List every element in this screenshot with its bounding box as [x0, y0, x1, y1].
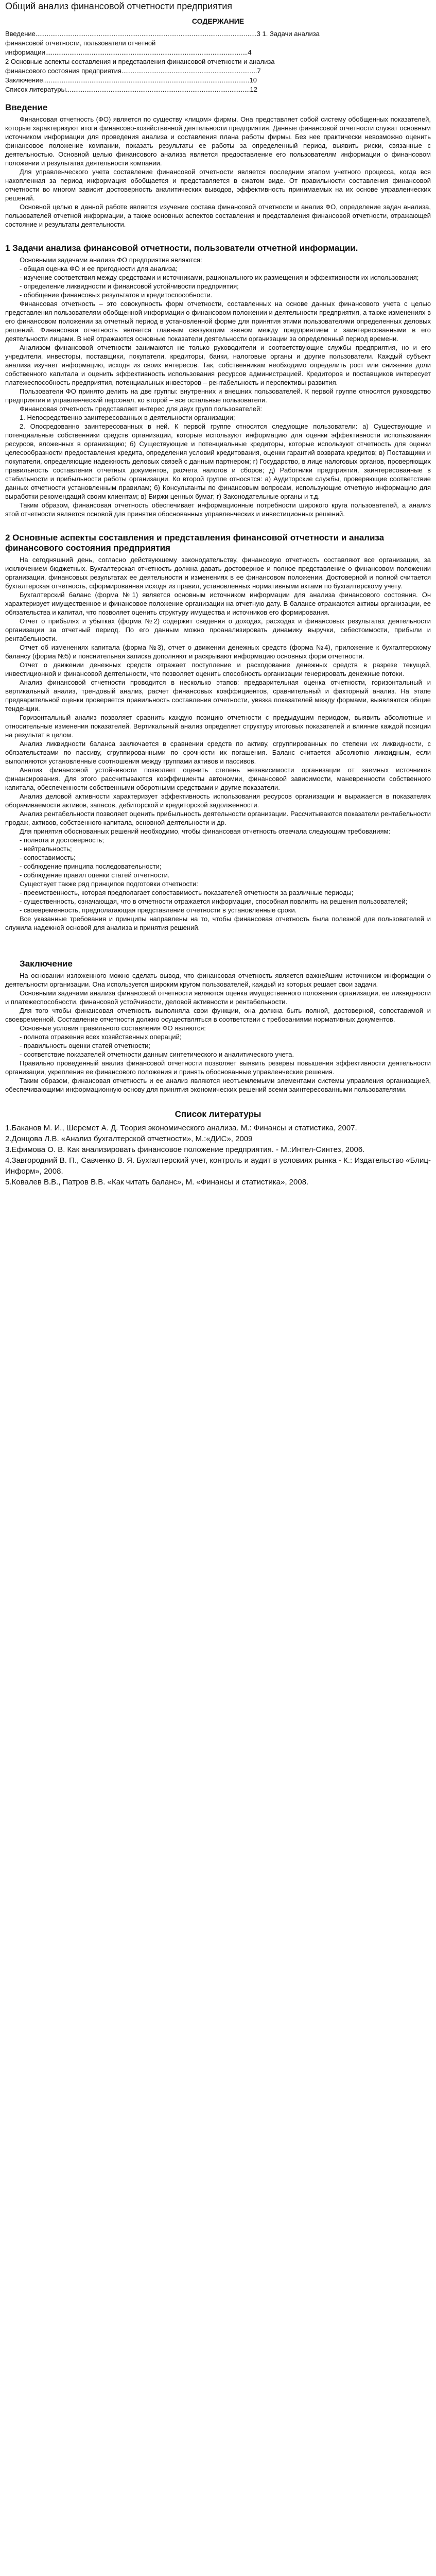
paragraph: - правильность оценки статей отчетности; — [20, 1042, 151, 1049]
reference-item: 3.Ефимова О. В. Как анализировать финансовое положение предприятия. - М.:Интел-Синтез, 2006. — [5, 1145, 365, 1154]
paragraph: Анализ финансовой отчетности проводится в несколько этапов: предварительная оценка отчетности, горизонтальный и вертикальный анализ, трендовый анализ, расчет финансовых коэффициентов, сравнительный и факторный анализ. На этапе предварительной оценки проверяется правильность составления отчетности, увязка показателей между формами, выявляются общие тенденции. — [5, 679, 431, 713]
paragraph: Финансовая отчетность – это совокупность форм отчетности, составленных на основе данных финансового учета с целью представления пользователям обобщенной информации о финансовом положении и деятельности предприятия, а также изменениях в его финансовом положении за отчетный период в установленной форме для принятия этими пользователями определенных деловых решений. Финансовая отчетность является главным связующим звеном между предприятием и заинтересованными в его деятельности лицами. В ней отражаются основные показатели деятельности организации за определенный период времени. — [5, 300, 431, 343]
reference-item: 2.Донцова Л.В. «Анализ бухгалтерской отчетности», М.:«ДИС», 2009 — [5, 1134, 253, 1143]
paragraph: - полнота и достоверность; — [20, 836, 104, 844]
paragraph: - нейтральность; — [20, 845, 72, 853]
paragraph: Основными задачами анализа финансовой отчетности являются оценка имущественного положения организации, ее ликвидности и платежеспособности, финансовой устойчивости, деловой активности и рентабельности. — [5, 989, 431, 1006]
paragraph: Отчет о прибылях и убытках (форма №2) содержит сведения о доходах, расходах и финансовых результатах деятельности организации за отчетный период. По его данным можно проанализировать динамику выручки, себестоимости, прибыли и рентабельности. — [5, 617, 431, 642]
paragraph: - изучение соответствия между средствами и источниками, рационального их размещения и эффективности их использования; — [20, 274, 419, 281]
paragraph: Анализ финансовой устойчивости позволяет оценить степень независимости организации от заемных источников финансирования. Для этого рассчитываются коэффициенты автономии, финансовой зависимости, маневренности собственного капитала, обеспеченности собственными оборотными средствами и другие показатели. — [5, 766, 431, 791]
paragraph: Анализом финансовой отчетности занимаются не только руководители и соответствующие службы предприятия, но и его учредители, инвесторы, поставщики, покупатели, кредиторы, банки, налоговые органы и другие пользователи. Каждый субъект анализа изучает информацию, исходя из своих интересов. Так, собственникам необходимо определить рост или снижение доли собственного капитала и оценить эффективность использования ресурсов администрацией. Кредиторов и поставщиков интересует платежеспособность предприятия, потенциальных инвесторов – рентабельность и перспективы развития. — [5, 344, 431, 386]
toc-line[interactable]: 2 Основные аспекты составления и представления финансовой отчетности и анализа — [5, 58, 275, 65]
toc-line[interactable]: Заключение...............................................................................................................10 — [5, 76, 257, 84]
paragraph: - сопоставимость; — [20, 854, 76, 861]
toc-heading: СОДЕРЖАНИЕ — [191, 17, 245, 25]
paragraph: - определение ликвидности и финансовой устойчивости предприятия; — [20, 282, 239, 290]
section-concl — [5, 932, 431, 1094]
toc-line[interactable]: информации.............................................................................................................4 — [5, 48, 252, 56]
reference-item: 5.Ковалев В.В., Патров В.В. «Как читать баланс», М. «Финансы и статистика», 2008. — [5, 1178, 309, 1187]
section-heading: 2 Основные аспекты составления и представления финансовой отчетности и анализа финансового состояния предприятия — [5, 533, 385, 553]
section-intro — [5, 94, 431, 229]
paragraph: - существенность, означающая, что в отчетности отражается информация, способная повлиять на решения пользователей; — [20, 897, 408, 905]
paragraph: Анализ деловой активности характеризует эффективность использования ресурсов организации и выражается в показателях оборачиваемости активов, запасов, дебиторской и кредиторской задолженности. — [5, 792, 431, 809]
paragraph: Анализ рентабельности позволяет оценить прибыльность деятельности организации. Рассчитываются показатели рентабельности продаж, активов, собственного капитала, основной деятельности и др. — [5, 810, 431, 826]
paragraph: Для принятия обоснованных решений необходимо, чтобы финансовая отчетность отвечала следующим требованиям: — [20, 827, 391, 835]
paragraph: Отчет о движении денежных средств отражает поступление и расходование денежных средств в разрезе текущей, инвестиционной и финансовой деятельности, что позволяет оценить способность организации генерировать денежные потоки. — [5, 661, 431, 677]
reference-item: 1.Баканов М. И., Шеремет А. Д. Теория экономического анализа. М.: Финансы и статистика, 2007. — [5, 1124, 357, 1132]
paragraph: Основные условия правильного составления ФО являются: — [20, 1024, 206, 1032]
paragraph: Основной целью в данной работе является изучение состава финансовой отчетности и анализ ФО, определение задач анализа, пользователей отчетной информации, а также основных аспектов составления и представления финансовой отчетности, отражающей состояние и результаты деятельности. — [5, 203, 431, 228]
paragraph: Для того чтобы финансовая отчетность выполняла свои функции, она должна быть полной, достоверной, сопоставимой и своевременной. Составление отчетности должно осуществляться в соответствии с требованиями нормативных документов. — [5, 1007, 431, 1023]
paragraph: Горизонтальный анализ позволяет сравнить каждую позицию отчетности с предыдущим периодом, выявить абсолютные и относительные изменения показателей. Вертикальный анализ определяет структуру итоговых показателей и влияние каждой позиции на результат в целом. — [5, 714, 431, 739]
paragraph: Пользователи ФО принято делить на две группы: внутренних и внешних пользователей. К первой группе относятся руководство предприятия и управленческий персонал, ко второй – все остальные пользователи. — [5, 387, 431, 404]
references-list — [5, 1123, 431, 1188]
paragraph: - соответствие показателей отчетности данным синтетического и аналитического учета. — [20, 1050, 294, 1058]
paragraph: Финансовая отчетность представляет интерес для двух групп пользователей: — [20, 405, 262, 413]
page-title: Общий анализ финансовой отчетности предприятия — [5, 1, 233, 11]
paragraph: 2. Опосредованно заинтересованных в ней. К первой группе относятся следующие пользователи: а) Существующие и потенциальные собственники средств организации, которые используют информацию для оценки эффективности использования ресурсов, вложенных в организацию; б) Существующие и потенциальные кредиторы, которые используют отчетность для оценки целесообразности предоставления кредита, определения условий кредитования, оценки гарантий возврата кредитов; в) Поставщики и покупатели, определяющие надежность деловых связей с данным партнером; г) Государство, в лице налоговых органов, проверяющих правильность составления отчетных документов, расчета налогов и сборов; д) Работники предприятия, заинтересованные в стабильности и прибыльности работы организации. Ко второй группе относятся: а) Аудиторские службы, проверяющие соответствие данных отчетности установленным правилам; б) Консультанты по финансовым вопросам, использующие отчетную информацию для выработки рекомендаций своим клиентам; в) Биржи ценных бумаг; г) Законодательные органы и т.д. — [5, 422, 431, 500]
paragraph: Бухгалтерский баланс (форма №1) является основным источником информации для анализа финансового состояния. Он характеризует имущественное и финансовое положение организации на отчетную дату. В балансе отражаются активы организации, ее обязательства и капитал, что позволяет оценить структуру имущества и источников его формирования. — [5, 591, 431, 616]
paragraph: - общая оценка ФО и ее пригодности для анализа; — [20, 265, 178, 273]
paragraph: Таким образом, финансовая отчетность и ее анализ являются неотъемлемыми элементами системы управления организацией, обеспечивающими информационную основу для принятия экономических решений всеми заинтересованными пользователями. — [5, 1077, 431, 1093]
section-heading: Заключение — [20, 959, 73, 969]
paragraph: На основании изложенного можно сделать вывод, что финансовая отчетность является важнейшим источником информации о деятельности организации. Она используется широким кругом пользователей, каждый из которых решает свои задачи. — [5, 972, 431, 988]
references-heading: Список литературы — [175, 1109, 261, 1119]
paragraph: - преемственность, которая предполагает сопоставимость показателей отчетности за различные периоды; — [20, 889, 354, 896]
paragraph: Все указанные требования и принципы направлены на то, чтобы финансовая отчетность была полезной для пользователей и служила надежной основой для анализа и принятия решений. — [5, 915, 431, 931]
section-s2 — [5, 518, 431, 932]
paragraph: Существует также ряд принципов подготовки отчетности: — [20, 880, 198, 888]
paragraph: Правильно проведенный анализ финансовой отчетности позволяет выявить резервы повышения эффективности деятельности организации, укрепления ее финансового положения и принять обоснованные управленческие решения. — [5, 1059, 431, 1076]
section-heading: 1 Задачи анализа финансовой отчетности, пользователи отчетной информации. — [5, 243, 358, 253]
paragraph: - обобщение финансовых результатов и кредитоспособности. — [20, 291, 213, 299]
toc-line[interactable]: Список литературы...................................................................................................12 — [5, 86, 257, 93]
paragraph: Основными задачами анализа ФО предприятия являются: — [20, 256, 202, 264]
paragraph: Для управленческого учета составление финансовой отчетности является последним этапом учетного процесса, когда вся накопленная за период информация обобщается и представляется в сжатом виде. От правильности составления финансовой отчетности во многом зависит достоверность аналитических выводов, эффективность принимаемых на их основе управленческих решений. — [5, 168, 431, 202]
references — [5, 1109, 431, 1188]
paragraph: Финансовая отчетность (ФО) является по существу «лицом» фирмы. Она представляет собой систему обобщенных показателей, которые характеризуют итоги финансово-хозяйственной деятельности предприятия. Данные финансовой отчетности служат основным источником информации для проведения анализа и составления плана работы фирмы. Без нее практически невозможно оценить финансовое положение компании, показать результаты ее работы за определенный период, выявить риски, связанные с деятельностью. Основной целью финансового анализа является предоставление его пользователям информации о финансовом положении и результатах деятельности компании. — [5, 115, 431, 167]
toc-line[interactable]: Введение.......................................................................................................................3 1. Задачи анализа — [5, 30, 320, 38]
paragraph: - соблюдение принципа последовательности; — [20, 862, 162, 870]
paragraph: Анализ ликвидности баланса заключается в сравнении средств по активу, сгруппированных по степени их ликвидности, с обязательствами по пассиву, сгруппированными по срочности их погашения. Баланс считается абсолютно ликвидным, если выполняются установленные соотношения между группами активов и пассивов. — [5, 740, 431, 765]
table-of-contents — [5, 17, 431, 94]
toc-line[interactable]: финансовой отчетности, пользователи отчетной — [5, 39, 156, 47]
document-body — [5, 94, 431, 1094]
toc-line[interactable]: финансового состояния предприятия.........................................................................7 — [5, 67, 261, 75]
paragraph: - своевременность, предполагающая представление отчетности в установленные сроки. — [20, 906, 297, 914]
reference-item: 4.Завгородний В. П., Савченко В. Я. Бухгалтерский учет, контроль и аудит в условиях рынка - К.: Издательство «Блиц-Информ», 2008. — [5, 1156, 431, 1176]
paragraph: Отчет об изменениях капитала (форма №3), отчет о движении денежных средств (форма №4), приложение к бухгалтерскому балансу (форма №5) и пояснительная записка дополняют и раскрывают информацию основных форм отчетности. — [5, 643, 431, 660]
paragraph: 1. Непосредственно заинтересованных в деятельности организации; — [20, 414, 235, 421]
paragraph: - полнота отражения всех хозяйственных операций; — [20, 1033, 182, 1041]
paragraph: Таким образом, финансовая отчетность обеспечивает информационные потребности широкого круга пользователей, а анализ этой отчетности является основой для принятия обоснованных управленческих и инвестиционных решений. — [5, 501, 431, 518]
paragraph: - соблюдение правил оценки статей отчетности. — [20, 871, 170, 879]
section-heading: Введение — [5, 103, 48, 112]
paragraph: На сегодняшний день, согласно действующему законодательству, финансовую отчетность составляют все организации, за исключением бюджетных. Бухгалтерская отчетность должна давать достоверное и полное представление о финансовом положении организации, финансовых результатах ее деятельности и изменениях в ее финансовом положении. Достоверной и полной считается бухгалтерская отчетность, сформированная исходя из правил, установленных нормативными актами по бухгалтерскому учету. — [5, 556, 431, 590]
section-s1 — [5, 229, 431, 518]
